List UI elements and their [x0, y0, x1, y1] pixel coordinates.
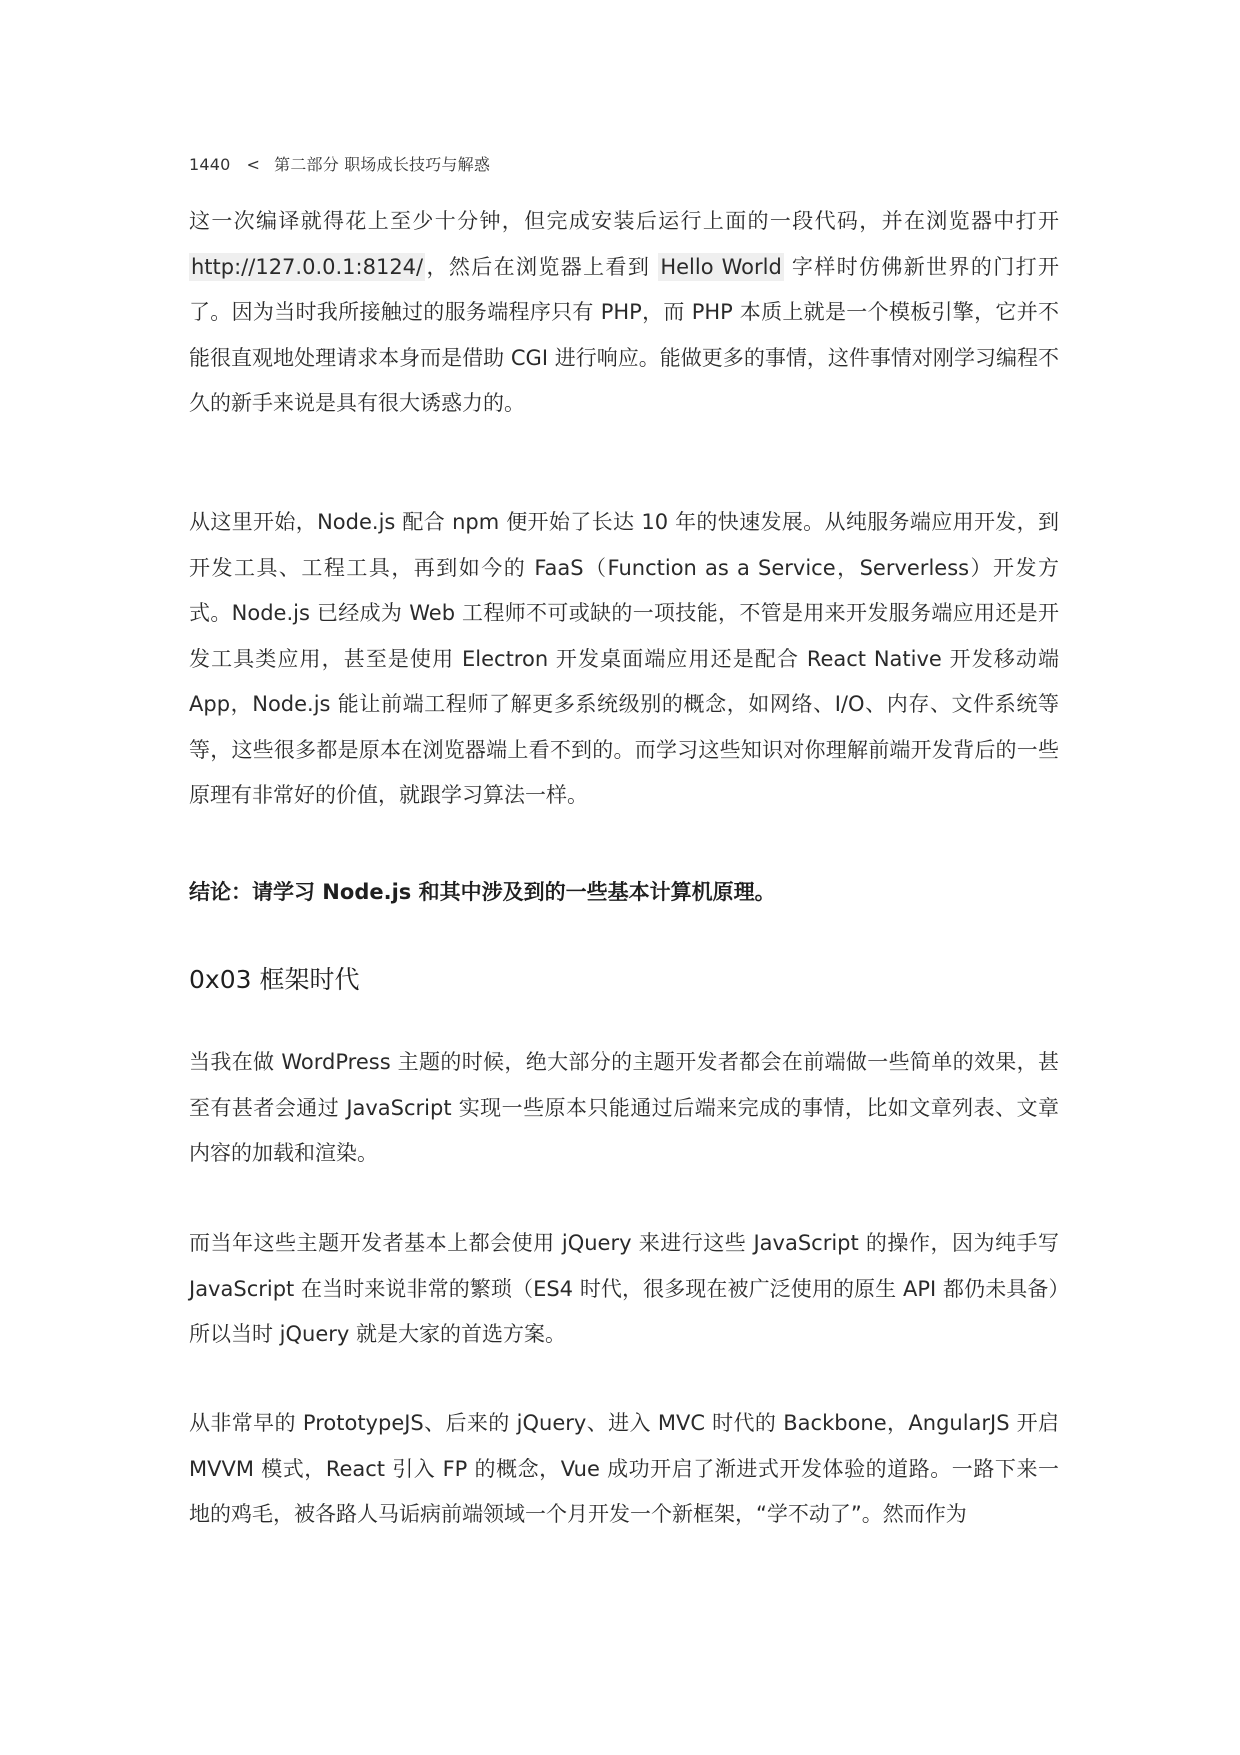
hello-world-inline-code: Hello World [660, 254, 782, 279]
paragraph-4: 而当年这些主题开发者基本上都会使用 jQuery 来进行这些 JavaScript 的操作，因为纯手写 JavaScript 在当时来说非常的繁琐（ES4 时代，很多现在被广泛使用的原生 API 都仍未具备）所以当时 jQuery 就是大家的首选方案。 [189, 1231, 1059, 1346]
paragraph-1-text-start: 这一次编译就得花上至少十分钟，但完成安装后运行上面的一段代码，并在浏览器中打开 [189, 209, 1059, 233]
paragraph-1-text-middle: ，然后在浏览器上看到 [425, 254, 659, 279]
url-inline-code: http://127.0.0.1:8124/ [191, 254, 424, 279]
running-header [189, 152, 490, 175]
conclusion: 结论：请学习 Node.js 和其中涉及到的一些基本计算机原理。 [189, 880, 776, 904]
header-separator: < [246, 155, 261, 174]
paragraph-3: 当我在做 WordPress 主题的时候，绝大部分的主题开发者都会在前端做一些简单的效果，甚至有甚者会通过 JavaScript 实现一些原本只能通过后端来完成的事情，比如文章列表、文章内容的加载和渲染。 [189, 1050, 1059, 1165]
part-title: 第二部分 职场成长技巧与解惑 [274, 155, 491, 174]
paragraph-1 [189, 199, 1059, 427]
section-title: 0x03 框架时代 [189, 965, 360, 994]
page-number: 1440 [189, 155, 231, 174]
paragraph-5: 从非常早的 PrototypeJS、后来的 jQuery、进入 MVC 时代的 Backbone，AngularJS 开启 MVVM 模式，React 引入 FP 的概念，Vue 成功开启了渐进式开发体验的道路。一路下来一地的鸡毛，被各路人马诟病前端领域一个月开发一个新框架，“学不动了”。然而作为 [189, 1411, 1059, 1526]
paragraph-1-text-end: 字样时仿佛新世界的门打开了。因为当时我所接触过的服务端程序只有 PHP，而 PHP 本质上就是一个模板引擎，它并不能很直观地处理请求本身而是借助 CGI 进行响应。能做更多的事情，这件事情对刚学习编程不久的新手来说是具有很大诱惑力的。 [189, 254, 1059, 415]
paragraph-2: 从这里开始，Node.js 配合 npm 便开始了长达 10 年的快速发展。从纯服务端应用开发，到开发工具、工程工具，再到如今的 FaaS（Function as a Service，Serverless）开发方式。Node.js 已经成为 Web 工程师不可或缺的一项技能，不管是用来开发服务端应用还是开发工具类应用，甚至是使用 Electron 开发桌面端应用还是配合 React Native 开发移动端 App，Node.js 能让前端工程师了解更多系统级别的概念，如网络、I/O、内存、文件系统等等，这些很多都是原本在浏览器端上看不到的。而学习这些知识对你理解前端开发背后的一些原理有非常好的价值，就跟学习算法一样。 [189, 510, 1060, 807]
